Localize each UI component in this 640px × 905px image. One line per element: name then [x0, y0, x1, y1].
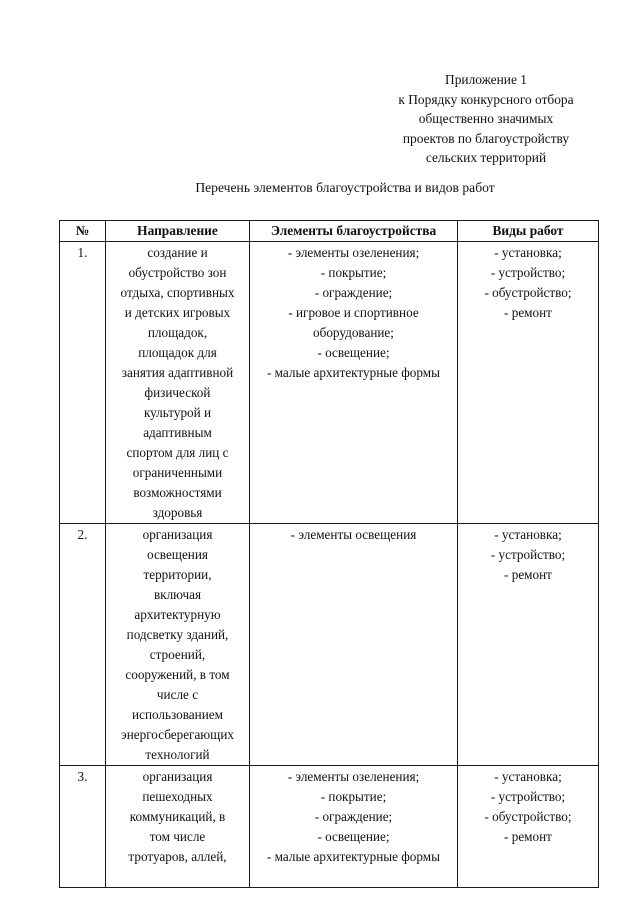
row-number-cell: 2. [60, 524, 106, 766]
elements-line: - игровое и спортивное [288, 305, 419, 320]
direction-line: технологий [145, 747, 210, 762]
appendix-line: к Порядку конкурсного отбора [398, 91, 574, 107]
direction-line: том числе [149, 829, 206, 844]
works-line: - установка; [494, 245, 562, 260]
elements-line: - покрытие; [320, 789, 387, 804]
works-cell [458, 242, 599, 524]
works-line: - устройство; [490, 547, 566, 562]
works-line: - ремонт [504, 829, 552, 844]
direction-line: пешеходных [142, 789, 213, 804]
direction-line: архитектурную [134, 607, 221, 622]
works-table [59, 220, 599, 888]
table-row [60, 524, 599, 766]
works-line: - устройство; [490, 265, 566, 280]
elements-cell [250, 242, 458, 524]
direction-line: ограниченными [132, 465, 223, 480]
works-cell [458, 524, 599, 766]
direction-line: спортом для лиц с [126, 445, 229, 460]
direction-line: возможностями [133, 485, 222, 500]
elements-line: - ограждение; [314, 809, 393, 824]
column-header-works: Виды работ [458, 221, 599, 242]
direction-line: подсветку зданий, [126, 627, 229, 642]
elements-line: - освещение; [317, 345, 390, 360]
table-row [60, 766, 599, 888]
elements-line: - ограждение; [314, 285, 393, 300]
direction-line: организация [142, 527, 213, 542]
elements-line: - малые архитектурные формы [266, 849, 441, 864]
direction-line: площадок для [138, 345, 217, 360]
direction-line: адаптивным [143, 425, 212, 440]
table-row [60, 242, 599, 524]
works-line: - ремонт [504, 305, 552, 320]
direction-line: включая [153, 587, 202, 602]
direction-line: строений, [149, 647, 206, 662]
direction-line: культурой и [143, 405, 212, 420]
works-line: - ремонт [504, 567, 552, 582]
direction-line: сооружений, в том [125, 667, 230, 682]
direction-line: энергосберегающих [121, 727, 234, 742]
appendix-line: проектов по благоустройству [402, 130, 570, 146]
direction-line: обустройство зон [128, 265, 227, 280]
direction-line: освещения [147, 547, 208, 562]
direction-line: тротуаров, аллей, [128, 849, 227, 864]
row-number-cell: 3. [60, 766, 106, 888]
elements-line: - элементы освещения [290, 527, 417, 542]
elements-line: оборудование; [313, 325, 394, 340]
elements-cell [250, 524, 458, 766]
elements-line: - малые архитектурные формы [266, 365, 441, 380]
appendix-note [380, 70, 592, 168]
elements-cell [250, 766, 458, 888]
works-cell [458, 766, 599, 888]
works-line: - устройство; [490, 789, 566, 804]
direction-line: числе с [156, 687, 199, 702]
direction-line: территории, [143, 567, 212, 582]
document-title: Перечень элементов благоустройства и видов работ [195, 180, 495, 195]
column-header-number: № [60, 221, 106, 242]
direction-line: организация [142, 769, 213, 784]
appendix-line: Приложение 1 [445, 72, 527, 87]
row-number-cell: 1. [60, 242, 106, 524]
direction-cell [106, 766, 250, 888]
elements-line: - освещение; [317, 829, 390, 844]
elements-line: - элементы озеленения; [287, 769, 420, 784]
elements-line: - покрытие; [320, 265, 387, 280]
works-line: - установка; [494, 769, 562, 784]
appendix-line: сельских территорий [425, 150, 547, 165]
works-line: - установка; [494, 527, 562, 542]
direction-line: использованием [132, 707, 223, 722]
direction-cell [106, 242, 250, 524]
direction-line: площадок, [147, 325, 208, 340]
column-header-elements: Элементы благоустройства [250, 221, 458, 242]
direction-line: занятия адаптивной [121, 365, 234, 380]
direction-cell [106, 524, 250, 766]
direction-line: здоровья [152, 505, 203, 520]
works-line: - обустройство; [484, 809, 572, 824]
elements-line: - элементы озеленения; [287, 245, 420, 260]
direction-line: отдыха, спортивных [120, 285, 235, 300]
direction-line: коммуникаций, в [129, 809, 226, 824]
works-line: - обустройство; [484, 285, 572, 300]
appendix-line: общественно значимых [418, 111, 554, 126]
direction-line: создание и [147, 245, 208, 260]
column-header-direction: Направление [106, 221, 250, 242]
table-header-row [60, 221, 599, 242]
direction-line: и детских игровых [124, 305, 231, 320]
direction-line: физической [144, 385, 211, 400]
